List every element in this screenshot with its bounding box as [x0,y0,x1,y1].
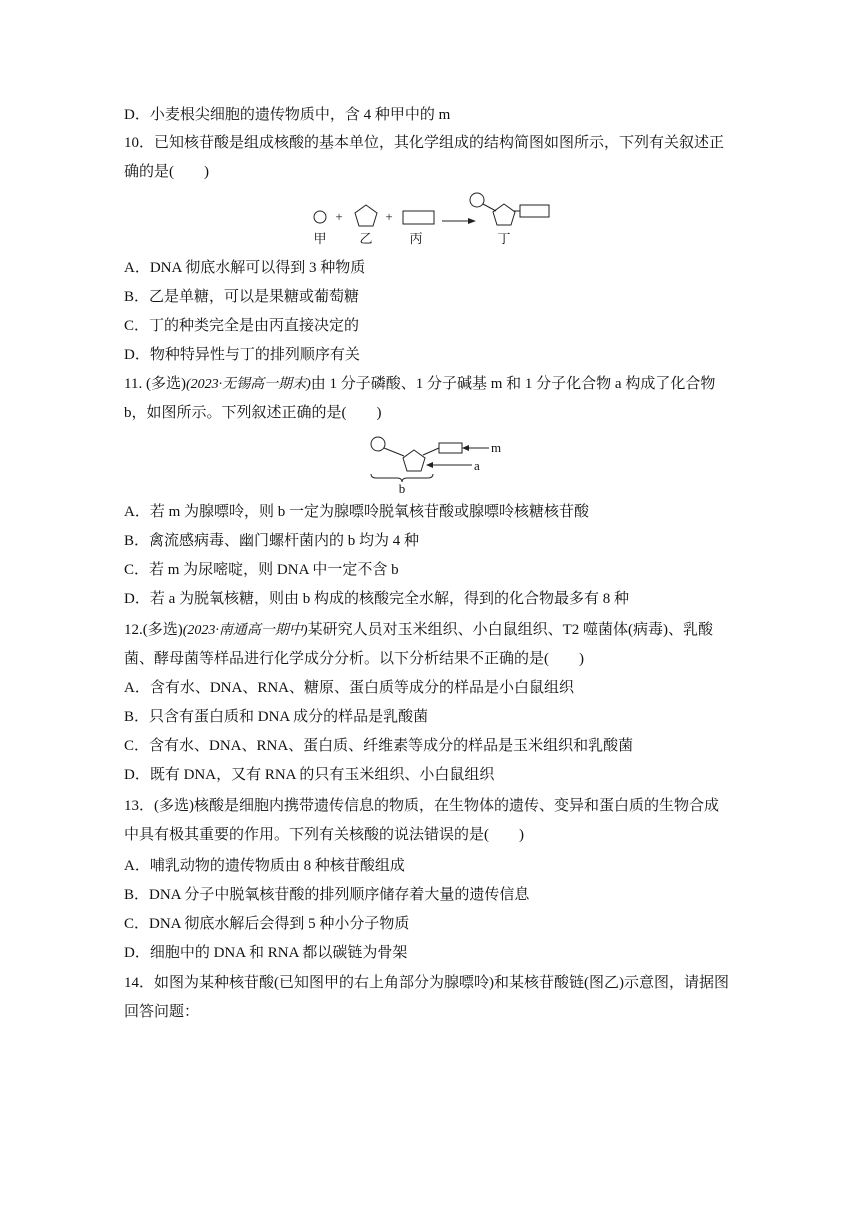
q11-stem-text: 由 1 分子磷酸、1 分子碱基 m 和 1 分子化合物 a 构成了化合物 [310,376,716,392]
phosphate-bond-line [384,448,404,456]
nucleotide-phosphate-circle [470,193,484,207]
q10-stem-line-1: 10．已知核苷酸是组成核酸的基本单位，其化学组成的结构简图如图所示，下列有关叙述正 [124,135,725,151]
q13-option-a: A．哺乳动物的遗传物质由 8 种核苷酸组成 [124,858,405,874]
q13-option-c: C．DNA 彻底水解后会得到 5 种小分子物质 [124,916,410,932]
label-yi: 乙 [359,231,373,246]
phosphate-circle [314,211,326,223]
q12-option-a: A．含有水、DNA、RNA、糖原、蛋白质等成分的样品是小白鼠组织 [124,680,575,696]
q11-option-c: C．若 m 为尿嘧啶，则 DNA 中一定不含 b [124,562,399,578]
base-rectangle [439,443,462,453]
q12-prefix: 12.(多选) [124,622,183,638]
q11-option-a: A．若 m 为腺嘌呤，则 b 一定为腺嘌呤脱氧核苷酸或腺嘌呤核糖核苷酸 [124,504,590,520]
label-b: b [398,481,406,496]
label-ding: 丁 [497,231,511,246]
q11-prefix: 11. (多选) [124,376,186,392]
plus-sign-2: + [385,209,393,224]
q11-stem-line-1 [124,374,715,394]
q12-stem-line-1 [124,620,713,640]
label-m: m [491,440,502,455]
q12-option-b: B．只含有蛋白质和 DNA 成分的样品是乳酸菌 [124,709,429,725]
base-bond-line [423,448,439,455]
q11-option-b: B．禽流感病毒、幽门螺杆菌内的 b 均为 4 种 [124,533,420,549]
q11-nucleotide-figure [360,432,510,496]
q12-source: (2023·南通高一期中) [182,623,308,638]
q10-option-a: A．DNA 彻底水解可以得到 3 种物质 [124,260,366,276]
q14-stem-line-2: 回答问题： [124,1004,200,1020]
q13-option-d: D．细胞中的 DNA 和 RNA 都以碳链为骨架 [124,945,408,961]
plus-sign-1: + [335,209,343,224]
phosphate-bond-line [483,204,496,211]
sugar-pentagon [355,205,377,226]
q9-option-d: D．小麦根尖细胞的遗传物质中，含 4 种甲中的 m [124,107,451,123]
label-jia: 甲 [313,231,327,246]
q10-option-d: D．物种特异性与丁的排列顺序有关 [124,347,360,363]
q13-stem-line-2: 中具有极其重要的作用。下列有关核酸的说法错误的是( ) [124,827,524,843]
m-arrow-head [462,445,469,451]
label-bing: 丙 [409,231,423,246]
a-arrow-head [426,462,433,468]
q11-option-d: D．若 a 为脱氧核糖，则由 b 构成的核酸完全水解，得到的化合物最多有 8 种 [124,591,629,607]
phosphate-circle [371,437,385,451]
q10-option-b: B．乙是单糖，可以是果糖或葡萄糖 [124,289,360,305]
reaction-arrow-head [468,218,476,224]
q10-option-c: C．丁的种类完全是由丙直接决定的 [124,318,360,334]
label-a: a [474,458,480,473]
nucleotide-base-rectangle [520,205,549,217]
q11-source: (2023·无锡高一期末) [185,377,311,392]
q14-stem-line-1: 14．如图为某种核苷酸(已知图甲的右上角部分为腺嘌呤)和某核苷酸链(图乙)示意图，请据图 [124,975,729,991]
base-rectangle [403,211,434,224]
q11-stem-line-2: b，如图所示。下列叙述正确的是( ) [124,405,382,421]
nucleotide-sugar-pentagon [493,204,515,225]
q10-stem-line-2: 确的是( ) [124,164,209,180]
q12-option-c: C．含有水、DNA、RNA、蛋白质、纤维素等成分的样品是玉米组织和乳酸菌 [124,738,634,754]
q13-stem-line-1: 13．(多选)核酸是细胞内携带遗传信息的物质，在生物体的遗传、变异和蛋白质的生物合成 [124,798,719,814]
sugar-pentagon [403,450,425,471]
q12-stem-line-2: 菌、酵母菌等样品进行化学成分分析。以下分析结果不正确的是( ) [124,651,584,667]
q12-stem-text: 某研究人员对玉米组织、小白鼠组织、T2 噬菌体(病毒)、乳酸 [307,622,713,638]
q12-option-d: D．既有 DNA，又有 RNA 的只有玉米组织、小白鼠组织 [124,767,495,783]
q10-nucleotide-figure [300,190,560,250]
q13-option-b: B．DNA 分子中脱氧核苷酸的排列顺序储存着大量的遗传信息 [124,887,530,903]
